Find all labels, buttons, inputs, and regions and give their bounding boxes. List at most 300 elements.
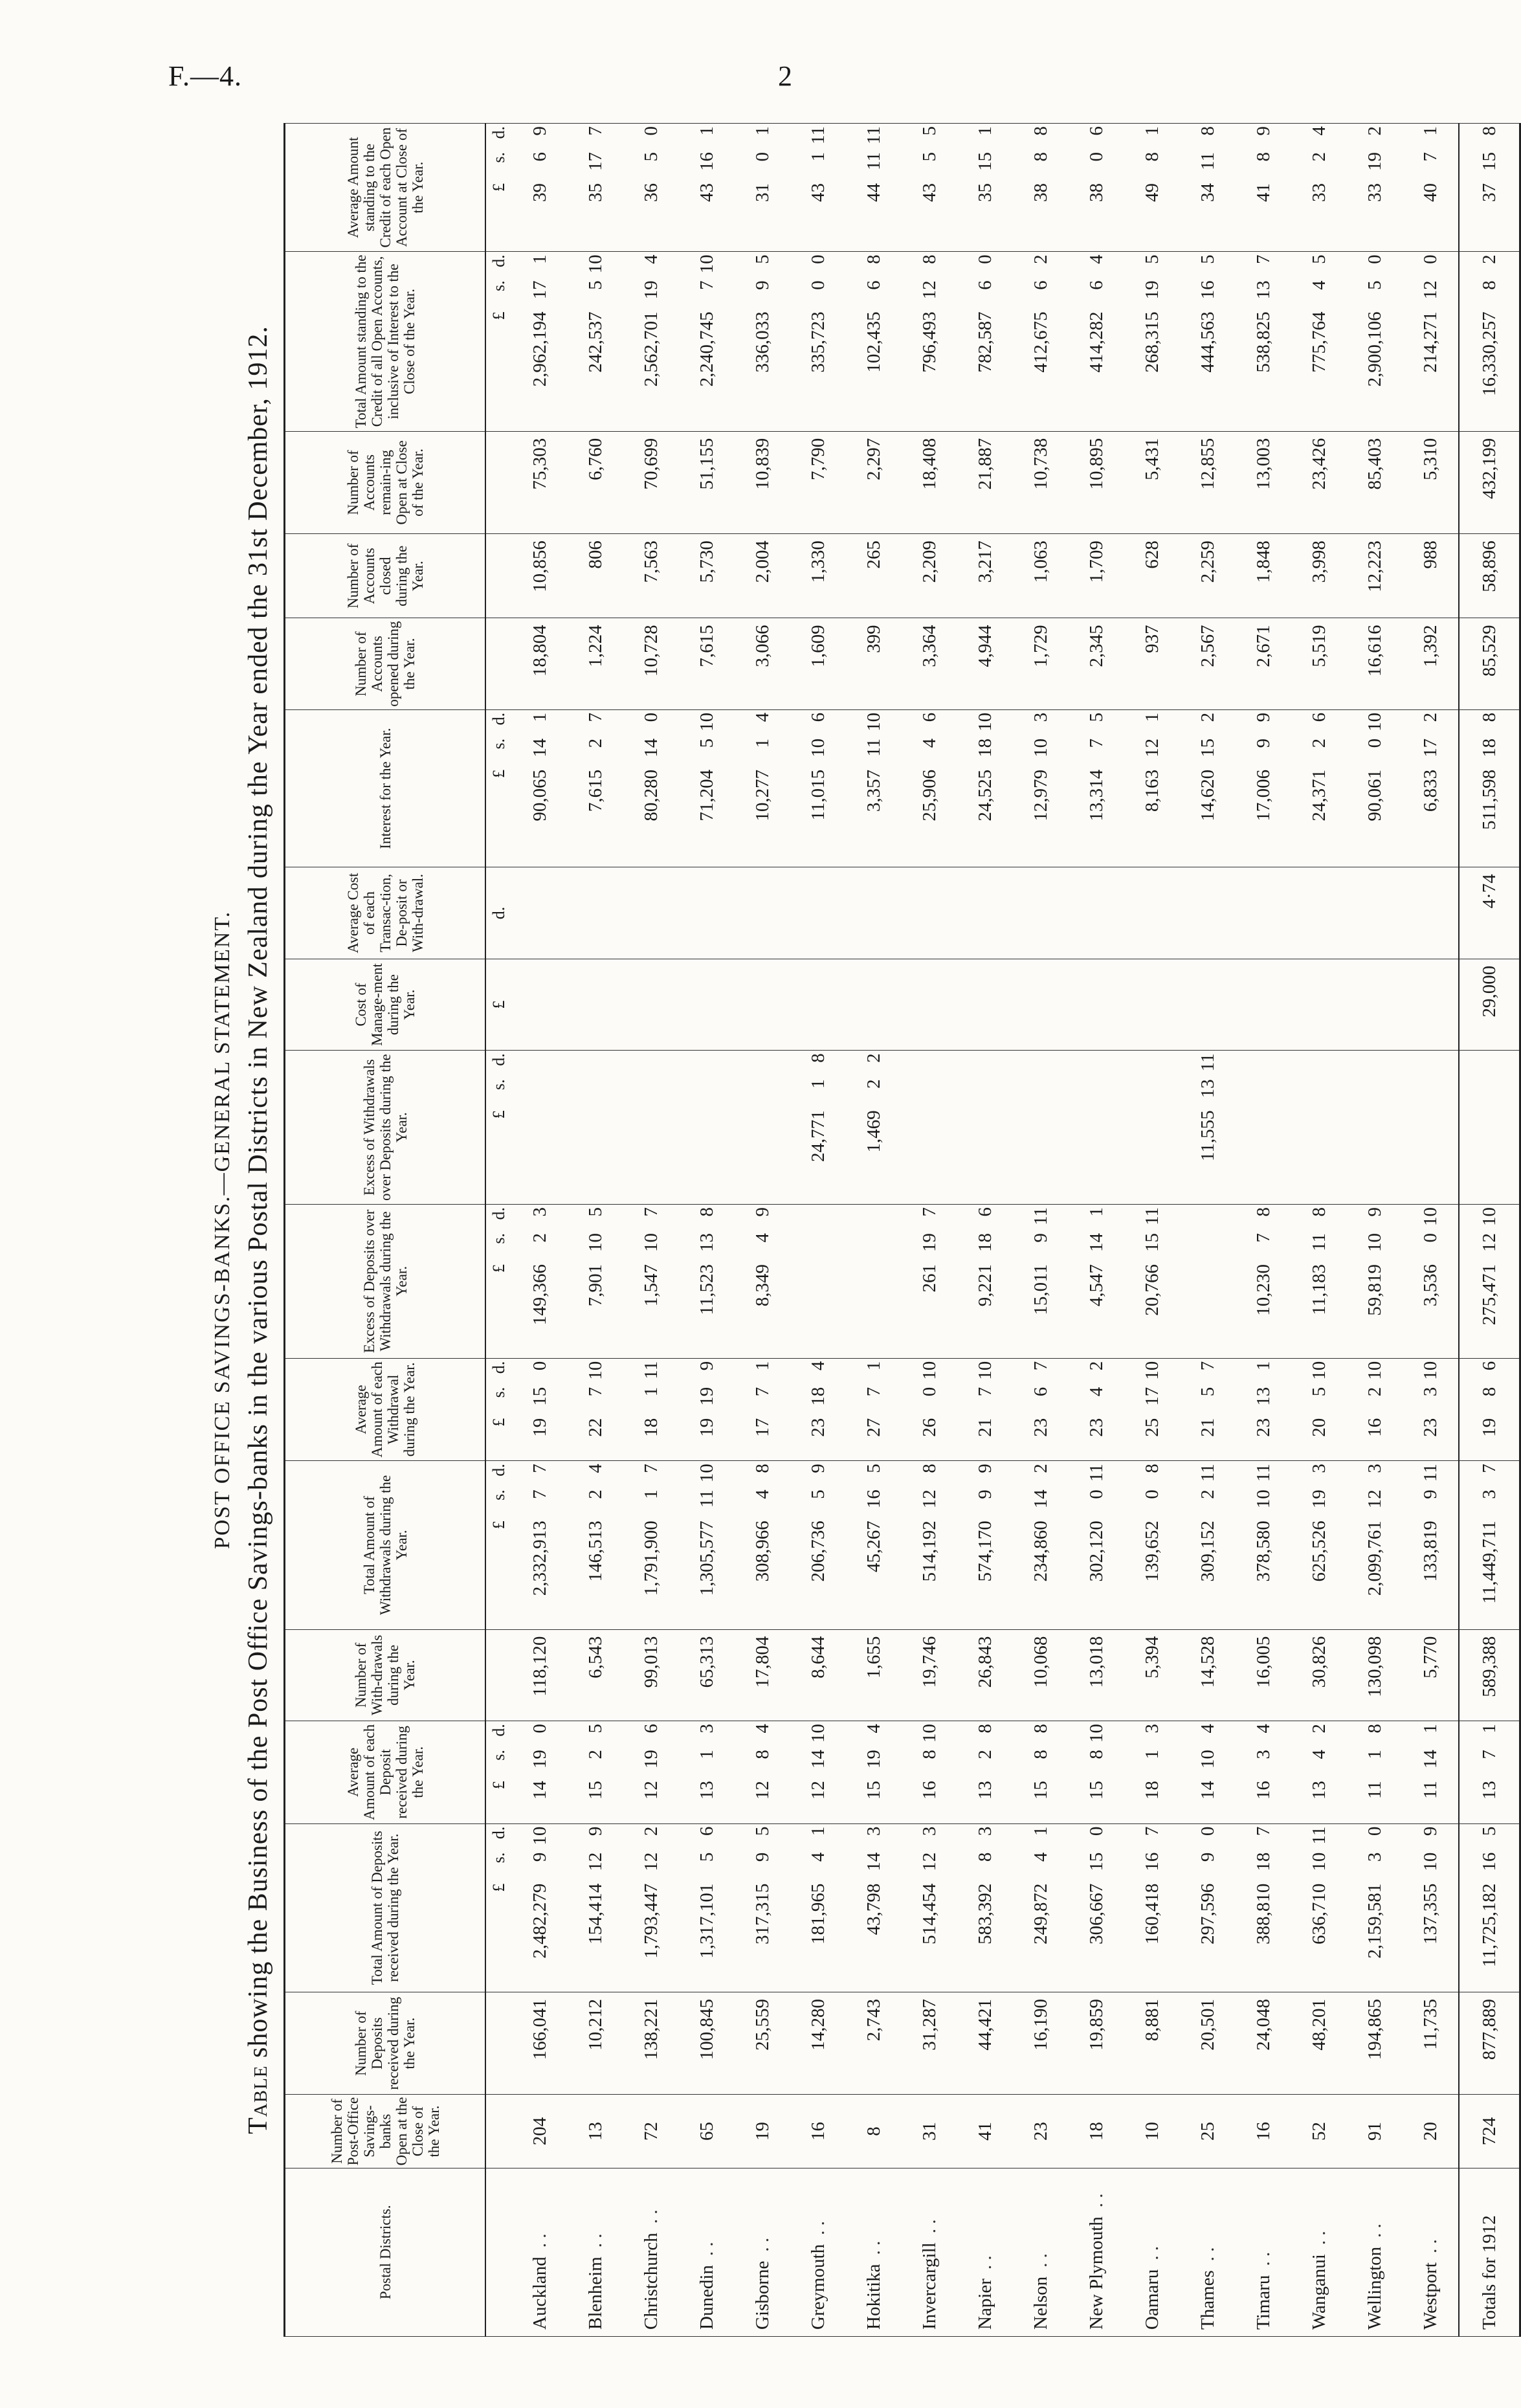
cell-excess-withdrawals [1069, 1051, 1124, 1205]
leader-dots: . . [1141, 2246, 1162, 2260]
cell-interest: 24,371 2 6 [1291, 709, 1347, 867]
cell-withdrawal-average: 22 7 10 [568, 1358, 623, 1460]
cell-excess-deposits: 11,523 13 8 [679, 1204, 735, 1358]
cell-credit-total: 796,493 12 8 [902, 252, 957, 431]
district-name: Wanganui. . [1291, 2168, 1347, 2336]
cell-interest: 511,598 18 8 [1459, 709, 1520, 867]
units-cell: £ s. d. [485, 252, 512, 431]
cell-credit-average: 36 5 0 [623, 124, 679, 252]
cell-management-cost: 29,000 [1459, 959, 1520, 1051]
cell-management-cost [1013, 959, 1069, 1051]
table-row [1013, 124, 1069, 2337]
cell-management-cost [957, 959, 1013, 1051]
cell-deposits-total: 388,810 18 7 [1236, 1823, 1291, 1992]
cell-management-cost [1069, 959, 1124, 1051]
leader-dots: . . [863, 2240, 884, 2255]
cell-credit-total: 102,435 6 8 [846, 252, 902, 431]
cell-management-cost [735, 959, 790, 1051]
cell-deposit-average: 16 3 4 [1236, 1721, 1291, 1823]
cell-deposits-count: 16,190 [1013, 1992, 1069, 2094]
cell-accounts-opened: 10,728 [623, 618, 679, 710]
cell-accounts-open: 18,408 [902, 431, 957, 533]
cell-banks-open: 13 [568, 2095, 623, 2168]
cell-deposits-total: 2,482,279 9 10 [512, 1823, 568, 1992]
cell-withdrawal-average: 17 7 1 [735, 1358, 790, 1460]
cell-withdrawals-total: 625,526 19 3 [1291, 1461, 1347, 1629]
cell-accounts-closed: 265 [846, 534, 902, 618]
page-header [168, 60, 792, 98]
cell-management-cost [902, 959, 957, 1051]
cell-deposit-average: 11 1 8 [1347, 1721, 1403, 1823]
cell-deposit-average: 12 14 10 [790, 1721, 846, 1823]
cell-deposit-average: 13 7 1 [1459, 1721, 1520, 1823]
col-header-districts: Postal Districts. [285, 2168, 486, 2336]
statement-title: POST OFFICE SAVINGS-BANKS.—GENERAL STATEMENT. [210, 910, 234, 1550]
cell-accounts-open: 75,303 [512, 431, 568, 533]
cell-accounts-closed: 1,330 [790, 534, 846, 618]
cell-accounts-opened: 2,345 [1069, 618, 1124, 710]
cell-interest: 6,833 17 2 [1403, 709, 1459, 867]
units-cell: d. [485, 867, 512, 959]
cell-withdrawals-count: 19,746 [902, 1629, 957, 1721]
cell-withdrawals-total: 308,966 4 8 [735, 1461, 790, 1629]
cell-transaction-cost [1403, 867, 1459, 959]
cell-withdrawals-total: 133,819 9 11 [1403, 1461, 1459, 1629]
col-header-interest: Interest for the Year. [285, 709, 486, 867]
cell-withdrawal-average: 23 18 4 [790, 1358, 846, 1460]
cell-deposits-count: 19,859 [1069, 1992, 1124, 2094]
col-header-deposits-total: Total Amount of Deposits received during the Year. [285, 1823, 486, 1992]
cell-excess-deposits [846, 1204, 902, 1358]
col-header-excess-deposits: Excess of Deposits over Withdrawals during the Year. [285, 1204, 486, 1358]
cell-banks-open: 10 [1124, 2095, 1180, 2168]
cell-withdrawals-total: 11,449,711 3 7 [1459, 1461, 1520, 1629]
cell-excess-withdrawals: 11,555 13 11 [1180, 1051, 1236, 1205]
cell-excess-withdrawals [957, 1051, 1013, 1205]
cell-deposits-count: 25,559 [735, 1992, 790, 2094]
cell-deposits-total: 43,798 14 3 [846, 1823, 902, 1992]
cell-withdrawal-average: 27 7 1 [846, 1358, 902, 1460]
cell-deposits-count: 44,421 [957, 1992, 1013, 2094]
cell-excess-deposits: 15,011 9 11 [1013, 1204, 1069, 1358]
cell-withdrawals-total: 206,736 5 9 [790, 1461, 846, 1629]
units-cell [485, 534, 512, 618]
cell-deposits-total: 583,392 8 3 [957, 1823, 1013, 1992]
cell-credit-total: 335,723 0 0 [790, 252, 846, 431]
cell-accounts-opened: 2,671 [1236, 618, 1291, 710]
cell-excess-withdrawals [568, 1051, 623, 1205]
cell-accounts-closed: 988 [1403, 534, 1459, 618]
cell-credit-total: 2,240,745 7 10 [679, 252, 735, 431]
cell-excess-deposits: 3,536 0 10 [1403, 1204, 1459, 1358]
cell-withdrawal-average: 20 5 10 [1291, 1358, 1347, 1460]
cell-deposit-average: 14 19 0 [512, 1721, 568, 1823]
cell-withdrawals-total: 2,099,761 12 3 [1347, 1461, 1403, 1629]
cell-accounts-opened: 1,392 [1403, 618, 1459, 710]
cell-credit-total: 2,900,106 5 0 [1347, 252, 1403, 431]
col-header-credit-total: Total Amount standing to the Credit of all Open Accounts, inclusive of Interest to the Close of the Year. [285, 252, 486, 431]
cell-deposit-average: 12 19 6 [623, 1721, 679, 1823]
cell-excess-deposits: 261 19 7 [902, 1204, 957, 1358]
col-header-withdrawal-average: Average Amount of each Withdrawal during the Year. [285, 1358, 486, 1460]
cell-interest: 3,357 11 10 [846, 709, 902, 867]
cell-withdrawals-total: 1,305,577 11 10 [679, 1461, 735, 1629]
cell-credit-average: 35 15 1 [957, 124, 1013, 252]
cell-withdrawals-count: 14,528 [1180, 1629, 1236, 1721]
cell-interest: 10,277 1 4 [735, 709, 790, 867]
col-header-withdrawals-total: Total Amount of Withdrawals during the Year. [285, 1461, 486, 1629]
cell-deposits-count: 10,212 [568, 1992, 623, 2094]
leader-dots: . . [1252, 2251, 1274, 2266]
cell-credit-total: 414,282 6 4 [1069, 252, 1124, 431]
cell-accounts-closed: 12,223 [1347, 534, 1403, 618]
district-name: Gisborne. . [735, 2168, 790, 2336]
cell-banks-open: 91 [1347, 2095, 1403, 2168]
leader-dots: . . [918, 2219, 940, 2234]
cell-credit-average: 35 17 7 [568, 124, 623, 252]
cell-withdrawals-total: 45,267 16 5 [846, 1461, 902, 1629]
cell-withdrawals-total: 574,170 9 9 [957, 1461, 1013, 1629]
cell-accounts-opened: 399 [846, 618, 902, 710]
cell-interest: 14,620 15 2 [1180, 709, 1236, 867]
leader-dots: . . [974, 2255, 995, 2270]
cell-accounts-closed: 58,896 [1459, 534, 1520, 618]
cell-credit-average: 43 1 11 [790, 124, 846, 252]
cell-credit-average: 31 0 1 [735, 124, 790, 252]
cell-banks-open: 52 [1291, 2095, 1347, 2168]
cell-banks-open: 23 [1013, 2095, 1069, 2168]
cell-credit-total: 782,587 6 0 [957, 252, 1013, 431]
cell-management-cost [1180, 959, 1236, 1051]
cell-credit-average: 33 2 4 [1291, 124, 1347, 252]
leader-dots: . . [584, 2233, 606, 2248]
col-header-excess-withdrawals: Excess of Withdrawals over Deposits during the Year. [285, 1051, 486, 1205]
cell-management-cost [1124, 959, 1180, 1051]
col-header-accounts-opened: Number of Accounts opened during the Year. [285, 618, 486, 710]
table-title-text: showing the Business of the Post Office Savings-banks in the various Postal Districts in New Zealand during the Year ended the 31st December, 1912. [243, 326, 273, 2058]
cell-excess-deposits: 7,901 10 5 [568, 1204, 623, 1358]
cell-accounts-open: 432,199 [1459, 431, 1520, 533]
cell-deposit-average: 12 8 4 [735, 1721, 790, 1823]
cell-excess-withdrawals [1236, 1051, 1291, 1205]
cell-deposit-average: 15 19 4 [846, 1721, 902, 1823]
table-row [1403, 124, 1459, 2337]
cell-withdrawals-count: 65,313 [679, 1629, 735, 1721]
cell-excess-withdrawals [735, 1051, 790, 1205]
cell-management-cost [790, 959, 846, 1051]
units-cell [485, 431, 512, 533]
leader-dots: . . [1085, 2193, 1107, 2208]
cell-deposit-average: 18 1 3 [1124, 1721, 1180, 1823]
cell-interest: 8,163 12 1 [1124, 709, 1180, 867]
cell-accounts-opened: 5,519 [1291, 618, 1347, 710]
cell-deposits-total: 160,418 16 7 [1124, 1823, 1180, 1992]
table-row [512, 124, 568, 2337]
cell-transaction-cost [1236, 867, 1291, 959]
cell-excess-deposits [1180, 1204, 1236, 1358]
district-name: Hokitika. . [846, 2168, 902, 2336]
units-cell [485, 618, 512, 710]
page-number: 2 [778, 60, 792, 92]
cell-interest: 12,979 10 3 [1013, 709, 1069, 867]
district-name: Greymouth. . [790, 2168, 846, 2336]
leader-dots: . . [529, 2233, 550, 2248]
cell-excess-deposits: 10,230 7 8 [1236, 1204, 1291, 1358]
district-name: Blenheim. . [568, 2168, 623, 2336]
cell-withdrawal-average: 23 13 1 [1236, 1358, 1291, 1460]
cell-deposits-total: 1,793,447 12 2 [623, 1823, 679, 1992]
cell-withdrawals-total: 234,860 14 2 [1013, 1461, 1069, 1629]
cell-credit-total: 16,330,257 8 2 [1459, 252, 1520, 431]
cell-interest: 90,061 0 10 [1347, 709, 1403, 867]
cell-deposits-count: 24,048 [1236, 1992, 1291, 2094]
district-name: Thames. . [1180, 2168, 1236, 2336]
leader-dots: . . [1308, 2231, 1329, 2246]
cell-deposits-total: 317,315 9 5 [735, 1823, 790, 1992]
cell-management-cost [568, 959, 623, 1051]
cell-accounts-opened: 1,609 [790, 618, 846, 710]
leader-dots: . . [696, 2242, 717, 2257]
cell-deposits-total: 306,667 15 0 [1069, 1823, 1124, 1992]
cell-management-cost [1347, 959, 1403, 1051]
cell-credit-total: 444,563 16 5 [1180, 252, 1236, 431]
cell-accounts-closed: 1,063 [1013, 534, 1069, 618]
cell-deposits-total: 181,965 4 1 [790, 1823, 846, 1992]
district-name: Oamaru. . [1124, 2168, 1180, 2336]
cell-deposits-total: 297,596 9 0 [1180, 1823, 1236, 1992]
cell-accounts-opened: 4,944 [957, 618, 1013, 710]
cell-banks-open: 724 [1459, 2095, 1520, 2168]
cell-banks-open: 72 [623, 2095, 679, 2168]
cell-withdrawal-average: 19 19 9 [679, 1358, 735, 1460]
cell-excess-withdrawals [902, 1051, 957, 1205]
cell-deposits-count: 31,287 [902, 1992, 957, 2094]
cell-credit-total: 412,675 6 2 [1013, 252, 1069, 431]
cell-accounts-open: 21,887 [957, 431, 1013, 533]
cell-excess-withdrawals [1291, 1051, 1347, 1205]
cell-accounts-open: 10,839 [735, 431, 790, 533]
cell-accounts-open: 13,003 [1236, 431, 1291, 533]
cell-accounts-open: 10,895 [1069, 431, 1124, 533]
cell-transaction-cost [679, 867, 735, 959]
cell-transaction-cost [790, 867, 846, 959]
cell-withdrawal-average: 23 4 2 [1069, 1358, 1124, 1460]
cell-deposits-count: 877,889 [1459, 1992, 1520, 2094]
col-header-credit-average: Average Amount standing to the Credit of each Open Account at Close of the Year. [285, 124, 486, 252]
cell-accounts-open: 6,760 [568, 431, 623, 533]
cell-credit-average: 40 7 1 [1403, 124, 1459, 252]
cell-deposits-total: 636,710 10 11 [1291, 1823, 1347, 1992]
cell-accounts-closed: 1,848 [1236, 534, 1291, 618]
cell-management-cost [1291, 959, 1347, 1051]
cell-withdrawal-average: 21 5 7 [1180, 1358, 1236, 1460]
table-row [1124, 124, 1180, 2337]
cell-excess-deposits: 59,819 10 9 [1347, 1204, 1403, 1358]
col-header-transaction-cost: Average Cost of each Transac-tion, De-posit or With-drawal. [285, 867, 486, 959]
table-row [1236, 124, 1291, 2337]
cell-credit-average: 49 8 1 [1124, 124, 1180, 252]
col-header-withdrawals-count: Number of With-drawals during the Year. [285, 1629, 486, 1721]
cell-excess-deposits: 20,766 15 11 [1124, 1204, 1180, 1358]
cell-accounts-opened: 937 [1124, 618, 1180, 710]
cell-credit-total: 336,033 9 5 [735, 252, 790, 431]
cell-banks-open: 31 [902, 2095, 957, 2168]
district-name: Napier. . [957, 2168, 1013, 2336]
cell-excess-withdrawals [1459, 1051, 1520, 1205]
table-row [623, 124, 679, 2337]
district-name: New Plymouth. . [1069, 2168, 1124, 2336]
cell-banks-open: 204 [512, 2095, 568, 2168]
units-cell [485, 2168, 512, 2336]
units-cell: £ s. d. [485, 1823, 512, 1992]
cell-deposits-total: 514,454 12 3 [902, 1823, 957, 1992]
cell-excess-withdrawals [512, 1051, 568, 1205]
cell-deposit-average: 13 2 8 [957, 1721, 1013, 1823]
district-name: Auckland. . [512, 2168, 568, 2336]
cell-accounts-open: 70,699 [623, 431, 679, 533]
cell-credit-average: 33 19 2 [1347, 124, 1403, 252]
cell-excess-deposits: 149,366 2 3 [512, 1204, 568, 1358]
leader-dots: . . [1419, 2239, 1441, 2254]
cell-credit-average: 43 16 1 [679, 124, 735, 252]
district-name: Dunedin. . [679, 2168, 735, 2336]
cell-management-cost [512, 959, 568, 1051]
cell-banks-open: 41 [957, 2095, 1013, 2168]
cell-withdrawals-total: 514,192 12 8 [902, 1461, 957, 1629]
cell-credit-total: 2,962,194 17 1 [512, 252, 568, 431]
units-cell [485, 1629, 512, 1721]
cell-accounts-open: 2,297 [846, 431, 902, 533]
cell-deposit-average: 14 10 4 [1180, 1721, 1236, 1823]
table-header-row [285, 124, 486, 2337]
units-cell [485, 2095, 512, 2168]
cell-withdrawals-total: 146,513 2 4 [568, 1461, 623, 1629]
cell-deposits-count: 166,041 [512, 1992, 568, 2094]
cell-credit-total: 242,537 5 10 [568, 252, 623, 431]
cell-deposit-average: 16 8 10 [902, 1721, 957, 1823]
units-cell: £ [485, 959, 512, 1051]
cell-interest: 13,314 7 5 [1069, 709, 1124, 867]
cell-banks-open: 65 [679, 2095, 735, 2168]
cell-interest: 80,280 14 0 [623, 709, 679, 867]
leader-dots: . . [640, 2209, 661, 2224]
cell-accounts-closed: 3,998 [1291, 534, 1347, 618]
cell-accounts-closed: 10,856 [512, 534, 568, 618]
cell-withdrawals-count: 130,098 [1347, 1629, 1403, 1721]
cell-excess-deposits: 275,471 12 10 [1459, 1204, 1520, 1358]
cell-excess-withdrawals [1013, 1051, 1069, 1205]
cell-withdrawals-total: 302,120 0 11 [1069, 1461, 1124, 1629]
cell-deposits-total: 137,355 10 9 [1403, 1823, 1459, 1992]
cell-accounts-open: 85,403 [1347, 431, 1403, 533]
district-name: Christchurch. . [623, 2168, 679, 2336]
cell-withdrawals-count: 589,388 [1459, 1629, 1520, 1721]
cell-credit-average: 37 15 8 [1459, 124, 1520, 252]
savings-bank-table [283, 123, 1521, 2337]
rotated-table-block [207, 123, 1500, 2337]
units-cell: £ s. d. [485, 1051, 512, 1205]
cell-credit-average: 44 11 11 [846, 124, 902, 252]
cell-accounts-open: 10,738 [1013, 431, 1069, 533]
cell-accounts-open: 12,855 [1180, 431, 1236, 533]
cell-management-cost [1403, 959, 1459, 1051]
cell-accounts-closed: 2,209 [902, 534, 957, 618]
cell-credit-total: 775,764 4 5 [1291, 252, 1347, 431]
table-row [846, 124, 902, 2337]
cell-interest: 71,204 5 10 [679, 709, 735, 867]
cell-credit-average: 39 6 9 [512, 124, 568, 252]
cell-withdrawals-count: 6,543 [568, 1629, 623, 1721]
units-cell [485, 1992, 512, 2094]
cell-accounts-open: 5,431 [1124, 431, 1180, 533]
cell-withdrawal-average: 25 17 10 [1124, 1358, 1180, 1460]
cell-accounts-closed: 628 [1124, 534, 1180, 618]
cell-banks-open: 16 [1236, 2095, 1291, 2168]
leader-dots: . . [807, 2221, 828, 2235]
cell-accounts-opened: 18,804 [512, 618, 568, 710]
cell-withdrawal-average: 19 8 6 [1459, 1358, 1520, 1460]
cell-excess-withdrawals [679, 1051, 735, 1205]
cell-credit-total: 214,271 12 0 [1403, 252, 1459, 431]
cell-transaction-cost [1291, 867, 1347, 959]
cell-interest: 24,525 18 10 [957, 709, 1013, 867]
cell-deposits-count: 48,201 [1291, 1992, 1347, 2094]
table-body [485, 124, 1520, 2337]
cell-excess-withdrawals [623, 1051, 679, 1205]
units-cell: £ s. d. [485, 1461, 512, 1629]
cell-accounts-opened: 1,729 [1013, 618, 1069, 710]
district-name: Invercargill. . [902, 2168, 957, 2336]
cell-accounts-opened: 2,567 [1180, 618, 1236, 710]
cell-accounts-opened: 3,364 [902, 618, 957, 710]
cell-banks-open: 8 [846, 2095, 902, 2168]
cell-withdrawals-count: 118,120 [512, 1629, 568, 1721]
cell-deposits-total: 249,872 4 1 [1013, 1823, 1069, 1992]
cell-banks-open: 18 [1069, 2095, 1124, 2168]
cell-withdrawals-total: 1,791,900 1 7 [623, 1461, 679, 1629]
table-row [679, 124, 735, 2337]
cell-transaction-cost [1069, 867, 1124, 959]
cell-deposit-average: 13 1 3 [679, 1721, 735, 1823]
cell-accounts-open: 7,790 [790, 431, 846, 533]
cell-transaction-cost [1124, 867, 1180, 959]
cell-transaction-cost [568, 867, 623, 959]
units-cell: £ s. d. [485, 709, 512, 867]
cell-interest: 11,015 10 6 [790, 709, 846, 867]
cell-deposit-average: 15 8 10 [1069, 1721, 1124, 1823]
cell-management-cost [846, 959, 902, 1051]
district-name: Wellington. . [1347, 2168, 1403, 2336]
cell-deposits-count: 2,743 [846, 1992, 902, 2094]
cell-deposits-total: 1,317,101 5 6 [679, 1823, 735, 1992]
cell-excess-deposits: 8,349 4 9 [735, 1204, 790, 1358]
cell-withdrawal-average: 16 2 10 [1347, 1358, 1403, 1460]
district-name: Westport. . [1403, 2168, 1459, 2336]
cell-accounts-closed: 3,217 [957, 534, 1013, 618]
cell-credit-average: 38 8 8 [1013, 124, 1069, 252]
cell-deposits-total: 11,725,182 16 5 [1459, 1823, 1520, 1992]
cell-deposits-count: 138,221 [623, 1992, 679, 2094]
cell-excess-withdrawals: 1,469 2 2 [846, 1051, 902, 1205]
cell-withdrawals-total: 139,652 0 8 [1124, 1461, 1180, 1629]
leader-dots: . . [751, 2237, 773, 2252]
cell-excess-withdrawals [1403, 1051, 1459, 1205]
cell-management-cost [623, 959, 679, 1051]
cell-excess-deposits: 9,221 18 6 [957, 1204, 1013, 1358]
cell-withdrawals-total: 309,152 2 11 [1180, 1461, 1236, 1629]
cell-interest: 7,615 2 7 [568, 709, 623, 867]
col-header-accounts-closed: Number of Accounts closed during the Year. [285, 534, 486, 618]
